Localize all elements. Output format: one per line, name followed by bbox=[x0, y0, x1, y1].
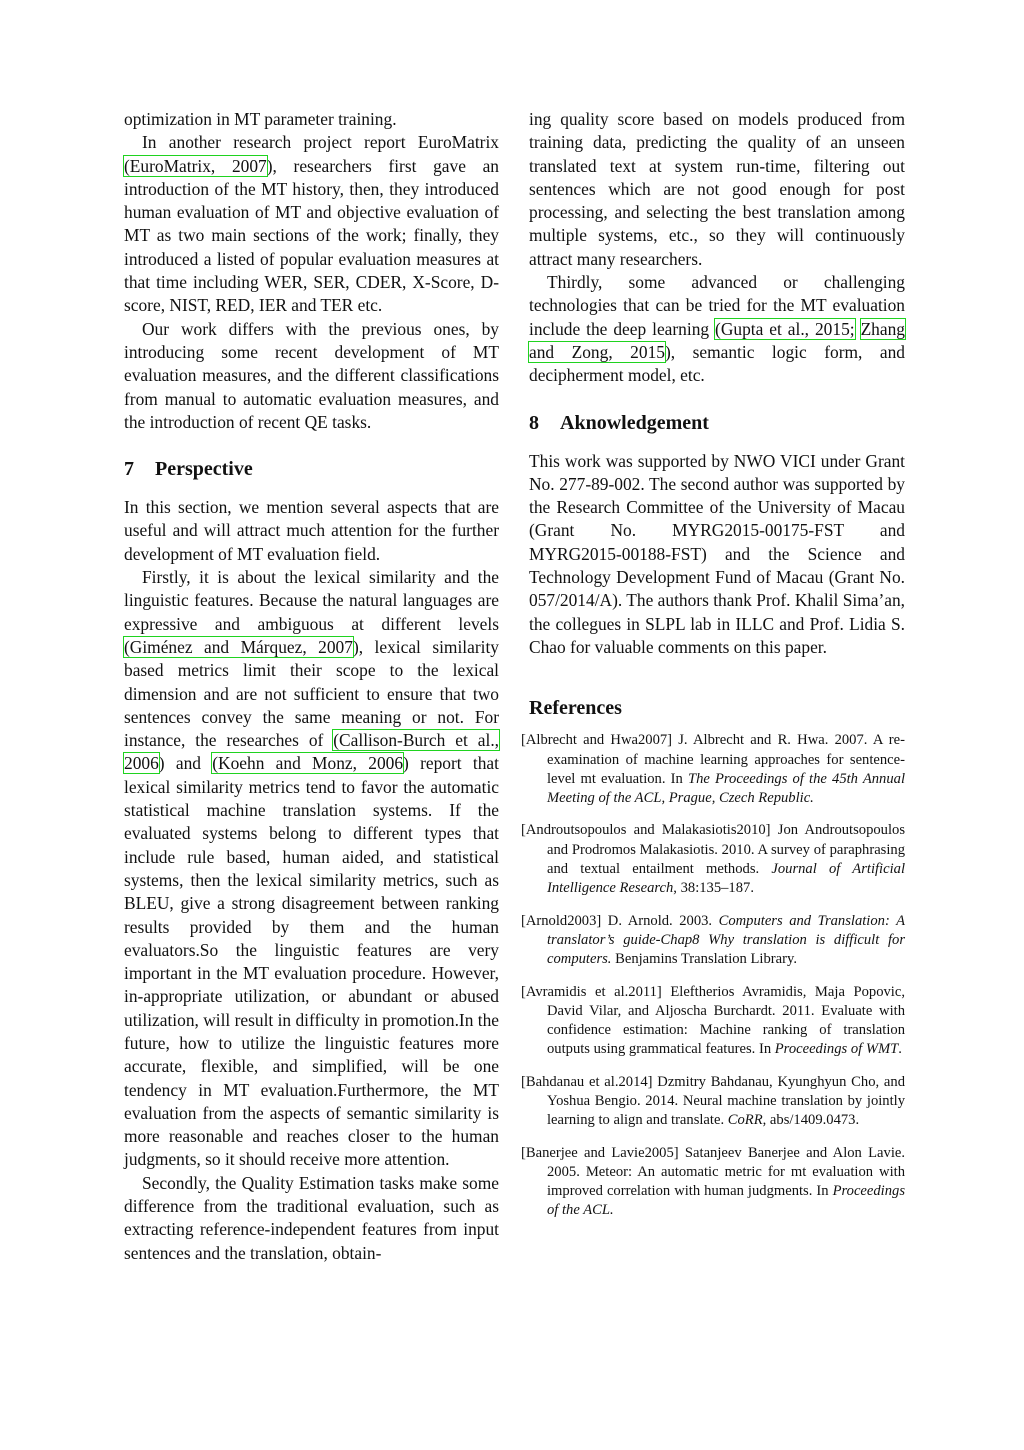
section-heading bbox=[529, 410, 905, 436]
reference-entry bbox=[521, 983, 905, 1060]
right-column bbox=[521, 108, 906, 1234]
section-title: Aknowledgement bbox=[560, 411, 709, 434]
reference-venue: Computers and Translation: A translator’s guide-Chap8 Why translation is difficult for computers. bbox=[547, 912, 905, 968]
reference-venue: The Proceedings of the 45th Annual Meeting of the ACL, Prague, Czech Republic. bbox=[547, 770, 906, 807]
paragraph-text: ), lexical similarity based metrics limit their scope to the lexical dimension and are not sufficient to ensure that two sentences convey the same meaning or not. For instance, the researches of bbox=[124, 636, 499, 751]
paragraph bbox=[529, 271, 905, 387]
reference-text: [Arnold2003] D. Arnold. 2003. bbox=[521, 912, 719, 929]
paragraph-text: ) and bbox=[158, 753, 213, 774]
paragraph-text: ), researchers first gave an introduction of the MT history, then, they introduced human evaluation of MT and objective evaluation of MT as two main sections of the work; finally, they introduced a listed of popular evaluation measures at that time including WER, SER, CDER, X-Score, D-score, NIST, RED, IER and TER etc. bbox=[124, 155, 500, 316]
reference-entry bbox=[521, 912, 905, 970]
citation-link[interactable]: (Gupta et al., 2015; bbox=[715, 318, 855, 339]
references-heading: References bbox=[529, 697, 622, 720]
paragraph: optimization in MT parameter training. bbox=[124, 109, 397, 129]
reference-tail: . bbox=[898, 1041, 902, 1058]
paragraph bbox=[124, 131, 499, 317]
reference-text: [Avramidis et al.2011] Eleftherios Avramidis, Maja Popovic, David Vilar, and Aljoscha Burchardt. 2011. Evaluate with confidence estimation: Machine ranking of translation outputs using grammatical features. In bbox=[521, 983, 905, 1058]
reference-tail: , abs/1409.0473. bbox=[762, 1112, 860, 1129]
paragraph bbox=[124, 566, 499, 1172]
reference-entry bbox=[521, 1073, 905, 1131]
paragraph-text: ) report that lexical similarity metrics tend to favor the automatic statistical machine translation systems. If the evaluated systems belong to different types that include rule based, human aided, and statistical systems, then the lexical similarity metrics, such as BLEU, give a strong disagreement between ranking results provided by them and the human evaluators.So the linguistic features are very important in the MT evaluation procedure. However, in-appropriate utilization, or abundant or abused utilization, will result in difficulty in promotion.In the future, how to utilize the linguistic features more accurate, flexible, and simplified, will be one tendency in MT evaluation.Furthermore, the MT evaluation from the aspects of semantic similarity is more reasonable and reaches closer to the human judgments, so it should receive more attention. bbox=[124, 753, 499, 1170]
section-number: 7 bbox=[124, 458, 134, 481]
reference-venue: Journal of Artificial Intelligence Research bbox=[547, 861, 905, 897]
paragraph-text: ), semantic logic form, and decipherment model, etc. bbox=[529, 341, 905, 386]
reference-text: [Bahdanau et al.2014] Dzmitry Bahdanau, Kyunghyun Cho, and Yoshua Bengio. 2014. Neural machine translation by jointly learning to align and translate. bbox=[521, 1073, 905, 1129]
left-column bbox=[124, 108, 499, 1265]
reference-entry bbox=[521, 821, 905, 898]
paragraph: In this section, we mention several aspects that are useful and will attract much attention for the further development of MT evaluation field. bbox=[124, 497, 499, 564]
reference-tail: Benjamins Translation Library. bbox=[611, 951, 797, 968]
reference-text: [Androutsopoulos and Malakasiotis2010] Jon Androutsopoulos and Prodromos Malakasiotis. 2010. A survey of paraphrasing and textual entailment methods. bbox=[521, 822, 905, 878]
paragraph: Secondly, the Quality Estimation tasks make some difference from the traditional evaluation, such as extracting reference-independent features from input sentences and the translation, obtain- bbox=[124, 1172, 499, 1263]
reference-venue: CoRR bbox=[727, 1112, 763, 1129]
paragraph-text: Firstly, it is about the lexical similarity and the linguistic features. Because the natural languages are expressive and ambiguous at different levels bbox=[124, 567, 499, 634]
paragraph-text: Thirdly, some advanced or challenging technologies that can be tried for the MT evaluation include the deep learning bbox=[529, 272, 905, 339]
reference-text: [Banerjee and Lavie2005] Satanjeev Banerjee and Alon Lavie. 2005. Meteor: An automatic metric for mt evaluation with improved correlation with human judgments. In bbox=[521, 1144, 905, 1200]
paragraph: Our work differs with the previous ones, by introducing some recent development of MT evaluation measures, and the different classifications from manual to automatic evaluation measures, and the introduction of recent QE tasks. bbox=[124, 318, 499, 432]
reference-entry bbox=[521, 1144, 905, 1221]
citation-link[interactable]: Zhang and Zong, 2015 bbox=[529, 318, 905, 362]
citation-link[interactable]: (EuroMatrix, 2007 bbox=[124, 155, 267, 176]
section-number: 8 bbox=[529, 411, 539, 434]
section-title: Perspective bbox=[155, 458, 253, 481]
reference-venue: Proceedings of WMT bbox=[774, 1041, 899, 1058]
citation-link[interactable]: (Koehn and Monz, 2006 bbox=[212, 753, 404, 774]
references-list bbox=[521, 731, 905, 1221]
reference-tail: , 38:135–187. bbox=[673, 880, 754, 897]
paragraph-text: In another research project report EuroMatrix bbox=[142, 132, 499, 153]
paragraph: This work was supported by NWO VICI under Grant No. 277-89-002. The second author was supported by the Research Committee of the University of Macau (Grant No. MYRG2015-00175-FST and MYRG2015-00188-FST) and the Science and Technology Development Fund of Macau (Grant No. 057/2014/A). The authors thank Prof. Khalil Sima’an, the collegues in SLPL lab in ILLC and Prof. Lidia S. Chao for valuable comments on this paper. bbox=[529, 450, 905, 657]
reference-entry bbox=[521, 731, 905, 808]
paragraph: ing quality score based on models produced from training data, predicting the quality of an unseen translated text at system run-time, filtering out sentences which are not good enough for post processing, and selecting the best translation among multiple systems, etc., so they will continuously attract many researchers. bbox=[529, 109, 905, 269]
reference-text: [Albrecht and Hwa2007] J. Albrecht and R. Hwa. 2007. A re-examination of machine learning approaches for sentence-level mt evaluation. In bbox=[521, 732, 905, 787]
citation-link[interactable]: (Callison-Burch et al., 2006 bbox=[124, 730, 500, 774]
section-heading bbox=[124, 456, 499, 482]
reference-venue: Proceedings of the ACL. bbox=[547, 1183, 905, 1219]
citation-link[interactable]: (Giménez and Márquez, 2007 bbox=[124, 636, 353, 657]
